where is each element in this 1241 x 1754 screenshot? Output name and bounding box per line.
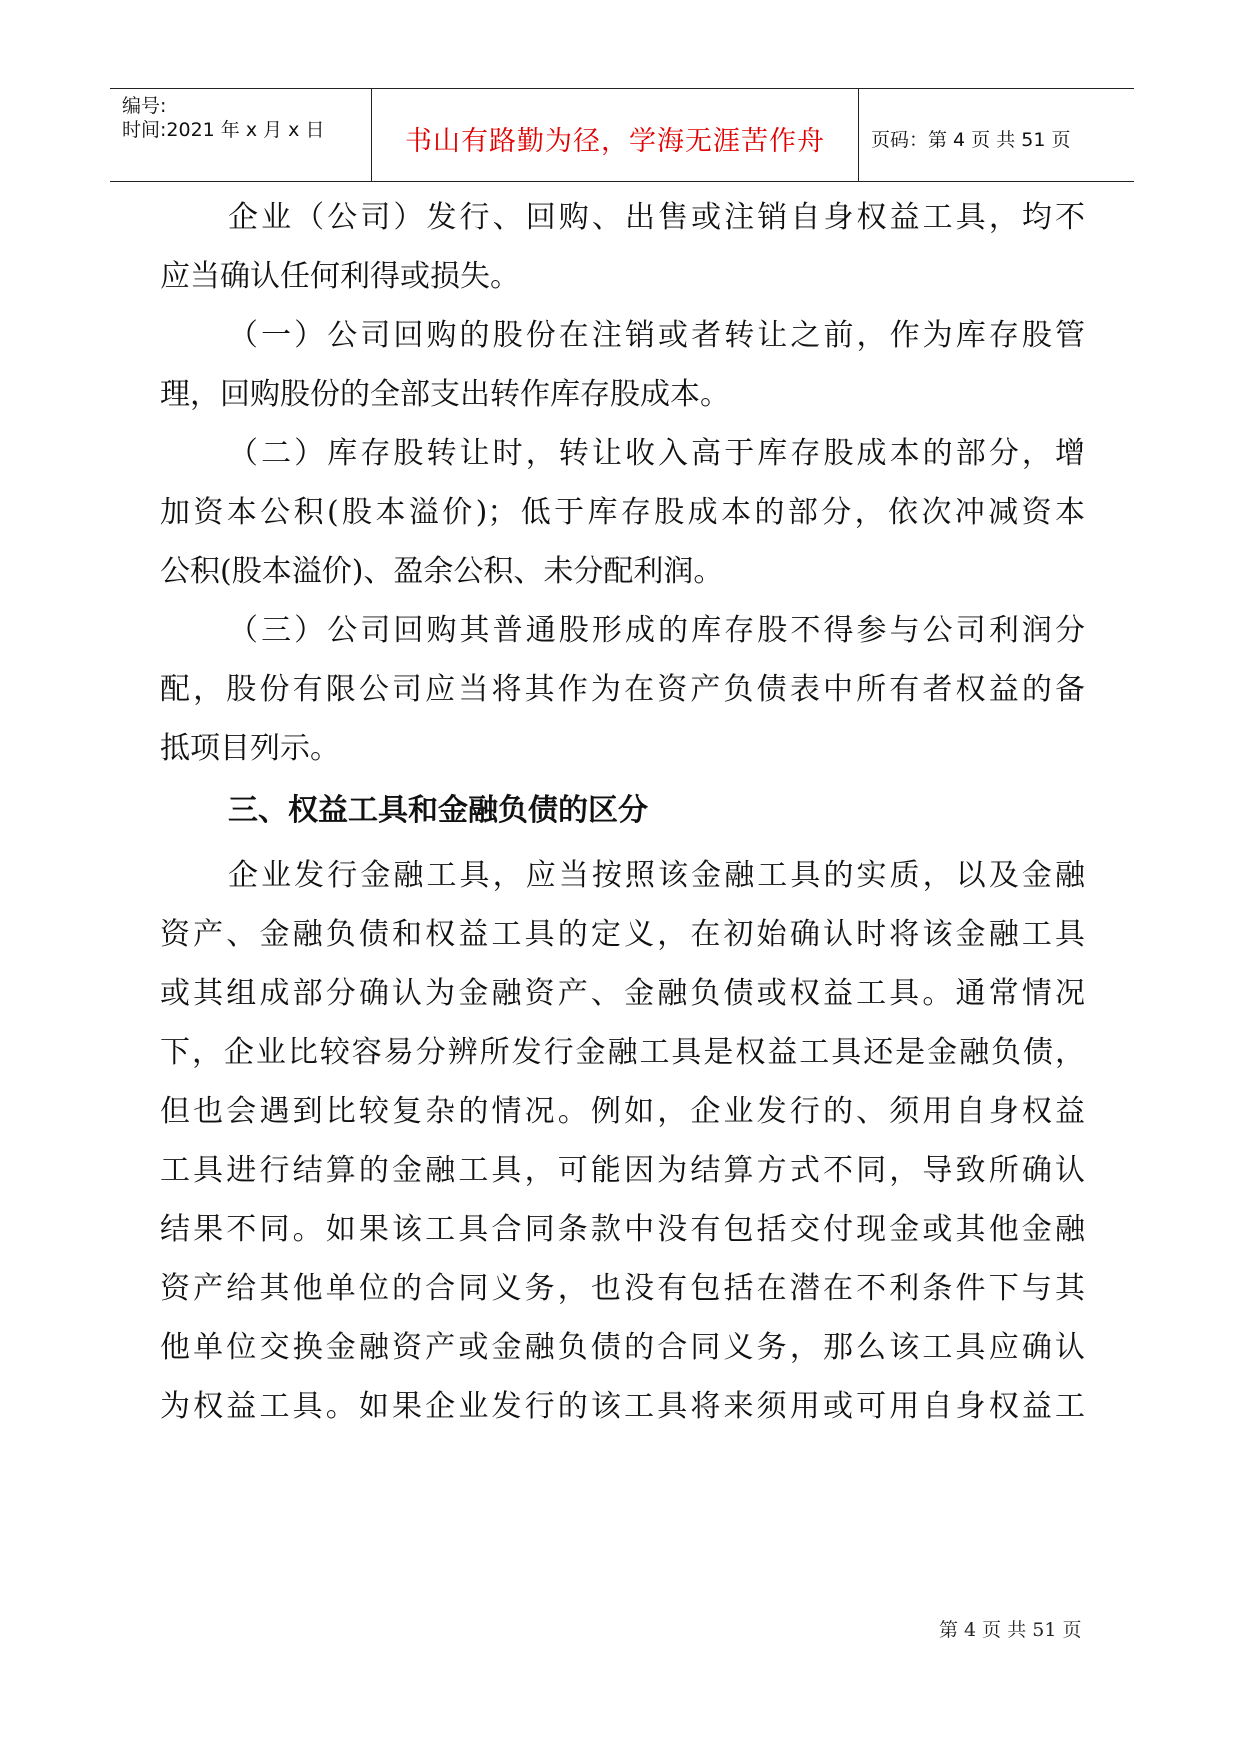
header-page-info: 页码：第 4 页 共 51 页 [871, 129, 1071, 151]
paragraph-line: 或其组成部分确认为金融资产、金融负债或权益工具。通常情况 [160, 976, 1085, 1011]
paragraph-line: 抵项目列示。 [160, 731, 340, 766]
paragraph-line: 资产给其他单位的合同义务，也没有包括在潜在不利条件下与其 [160, 1271, 1085, 1306]
header-left-cell [110, 89, 372, 181]
paragraph-line: 工具进行结算的金融工具，可能因为结算方式不同，导致所确认 [160, 1153, 1085, 1188]
header-middle-cell [372, 89, 859, 181]
paragraph-line: 配，股份有限公司应当将其作为在资产负债表中所有者权益的备 [160, 672, 1085, 707]
paragraph-line: 应当确认任何利得或损失。 [160, 259, 520, 294]
paragraph-line: 资产、金融负债和权益工具的定义，在初始确认时将该金融工具 [160, 917, 1085, 952]
header-right-cell [859, 89, 1134, 181]
paragraph-line: 他单位交换金融资产或金融负债的合同义务，那么该工具应确认 [160, 1330, 1085, 1365]
section-heading: 三、权益工具和金融负债的区分 [228, 793, 648, 828]
page-footer: 第 4 页 共 51 页 [939, 1619, 1082, 1641]
paragraph-line: 企业（公司）发行、回购、出售或注销自身权益工具，均不 [228, 200, 1085, 235]
paragraph-line: （一）公司回购的股份在注销或者转让之前，作为库存股管 [228, 318, 1085, 353]
paragraph-line: 加资本公积(股本溢价)；低于库存股成本的部分，依次冲减资本 [160, 495, 1085, 530]
paragraph-line: 理，回购股份的全部支出转作库存股成本。 [160, 377, 730, 412]
paragraph-line: 结果不同。如果该工具合同条款中没有包括交付现金或其他金融 [160, 1212, 1085, 1247]
paragraph-line: 下，企业比较容易分辨所发行金融工具是权益工具还是金融负债， [160, 1035, 1085, 1070]
paragraph-line: 为权益工具。如果企业发行的该工具将来须用或可用自身权益工 [160, 1389, 1085, 1424]
paragraph-line: 企业发行金融工具，应当按照该金融工具的实质，以及金融 [228, 858, 1085, 893]
document-date-label: 时间:2021 年 x 月 x 日 [122, 119, 325, 141]
document-header [110, 88, 1134, 182]
paragraph-line: （二）库存股转让时，转让收入高于库存股成本的部分，增 [228, 436, 1085, 471]
document-number-label: 编号: [122, 95, 167, 117]
paragraph-line: 公积(股本溢价)、盈余公积、未分配利润。 [160, 554, 724, 589]
header-motto: 书山有路勤为径，学海无涯苦作舟 [405, 126, 825, 157]
paragraph-line: （三）公司回购其普通股形成的库存股不得参与公司利润分 [228, 613, 1085, 648]
paragraph-line: 但也会遇到比较复杂的情况。例如，企业发行的、须用自身权益 [160, 1094, 1085, 1129]
